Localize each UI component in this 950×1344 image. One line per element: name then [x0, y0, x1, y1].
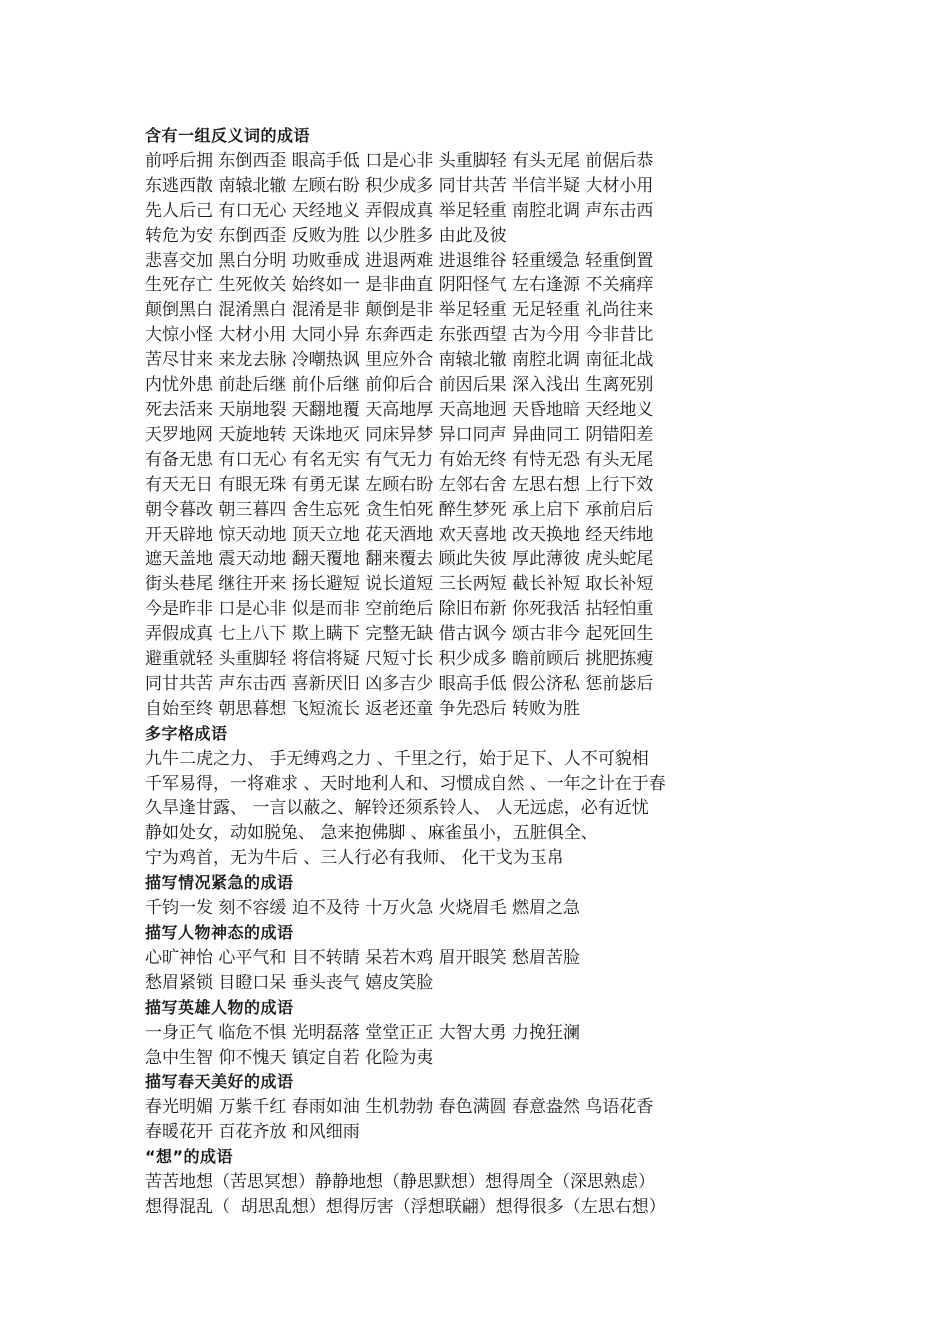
idiom-line: 朝令暮改 朝三暮四 舍生忘死 贪生怕死 醉生梦死 承上启下 承前启后: [145, 499, 654, 520]
idiom-line: 苦苦地想（苦思冥想）静静地想（静思默想）想得周全（深思熟虑）: [145, 1172, 655, 1193]
idiom-line: 千钧一发 刻不容缓 迫不及待 十万火急 火烧眉毛 燃眉之急: [145, 898, 581, 919]
idiom-line: 春光明媚 万紫千红 春雨如油 生机勃勃 春色满圆 春意盎然 鸟语花香: [145, 1097, 654, 1118]
idiom-line: 自始至终 朝思暮想 飞短流长 返老还童 争先恐后 转败为胜: [145, 698, 581, 719]
idiom-line: 遮天盖地 震天动地 翻天覆地 翻来覆去 顾此失彼 厚此薄彼 虎头蛇尾: [145, 549, 654, 570]
idiom-line: 静如处女，动如脱兔、 急来抱佛脚 、麻雀虽小，五脏俱全、: [145, 823, 598, 844]
idiom-line: 有天无日 有眼无珠 有勇无谋 左顾右盼 左邻右舍 左思右想 上行下效: [145, 474, 654, 495]
idiom-line: 悲喜交加 黑白分明 功败垂成 进退两难 进退维谷 轻重缓急 轻重倒置: [145, 250, 654, 271]
idiom-line: 千军易得，一将难求 、天时地利人和、习惯成自然 、一年之计在于春: [145, 773, 666, 794]
idiom-line: 东逃西散 南辕北辙 左顾右盼 积少成多 同甘共苦 半信半疑 大材小用: [145, 175, 654, 196]
idiom-line: 苦尽甘来 来龙去脉 冷嘲热讽 里应外合 南辕北辙 南腔北调 南征北战: [145, 350, 654, 371]
idiom-line: 愁眉紧锁 目瞪口呆 垂头丧气 嬉皮笑脸: [145, 972, 434, 993]
idiom-line: 急中生智 仰不愧天 镇定自若 化险为夷: [145, 1047, 434, 1068]
section-heading: 描写情况紧急的成语: [145, 873, 294, 893]
idiom-line: 开天辟地 惊天动地 顶天立地 花天酒地 欢天喜地 改天换地 经天纬地: [145, 524, 654, 545]
idiom-line: 春暖花开 百花齐放 和风细雨: [145, 1122, 360, 1143]
idiom-line: 一身正气 临危不惧 光明磊落 堂堂正正 大智大勇 力挽狂澜: [145, 1022, 581, 1043]
idiom-line: 死去活来 天崩地裂 天翻地覆 天高地厚 天高地迥 天昏地暗 天经地义: [145, 399, 654, 420]
idiom-line: 宁为鸡首，无为牛后 、三人行必有我师、 化干戈为玉帛: [145, 848, 564, 869]
idiom-line: 久旱逢甘露、 一言以蔽之、解铃还须系铃人、 人无远虑，必有近忧: [145, 798, 649, 819]
idiom-line: 心旷神怡 心平气和 目不转睛 呆若木鸡 眉开眼笑 愁眉苦脸: [145, 947, 581, 968]
section-heading: 描写人物神态的成语: [145, 923, 294, 942]
idiom-line: 九牛二虎之力、 手无缚鸡之力 、千里之行，始于足下、人不可貌相: [145, 748, 649, 769]
idiom-line: 生死存亡 生死攸关 始终如一 是非曲直 阴阳怪气 左右逢源 不关痛痒: [145, 275, 654, 296]
idiom-line: 避重就轻 头重脚轻 将信将疑 尺短寸长 积少成多 瞻前顾后 挑肥拣瘦: [145, 649, 654, 670]
idiom-line: 有备无患 有口无心 有名无实 有气无力 有始无终 有恃无恐 有头无尾: [145, 449, 654, 470]
idiom-line: 先人后己 有口无心 天经地义 弄假成真 举足轻重 南腔北调 声东击西: [145, 200, 654, 221]
document-body: [145, 124, 905, 1220]
idiom-line: 大惊小怪 大材小用 大同小异 东奔西走 东张西望 古为今用 今非昔比: [145, 325, 654, 346]
idiom-line: 转危为安 东倒西歪 反败为胜 以少胜多 由此及彼: [145, 225, 507, 246]
section-heading: “想”的成语: [145, 1147, 234, 1167]
idiom-line: 想得混乱（ 胡思乱想）想得厉害（浮想联翩）想得很多（左思右想）: [145, 1196, 666, 1217]
section-heading: 多字格成语: [145, 723, 228, 743]
idiom-line: 天罗地网 天旋地转 天诛地灭 同床异梦 异口同声 异曲同工 阴错阳差: [145, 424, 654, 445]
idiom-line: 弄假成真 七上八下 欺上瞒下 完整无缺 借古讽今 颂古非今 起死回生: [145, 624, 654, 645]
idiom-line: 街头巷尾 继往开来 扬长避短 说长道短 三长两短 截长补短 取长补短: [145, 574, 654, 595]
idiom-line: 同甘共苦 声东击西 喜新厌旧 凶多吉少 眼高手低 假公济私 惩前毖后: [145, 673, 654, 694]
idiom-line: 颠倒黑白 混淆黑白 混淆是非 颠倒是非 举足轻重 无足轻重 礼尚往来: [145, 300, 654, 321]
idiom-line: 前呼后拥 东倒西歪 眼高手低 口是心非 头重脚轻 有头无尾 前倨后恭: [145, 150, 654, 171]
idiom-line: 内忧外患 前赴后继 前仆后继 前仰后合 前因后果 深入浅出 生离死别: [145, 375, 654, 396]
section-heading: 描写春天美好的成语: [145, 1072, 294, 1092]
section-heading: 含有一组反义词的成语: [145, 126, 311, 145]
section-heading: 描写英雄人物的成语: [145, 997, 294, 1017]
idiom-line: 今是昨非 口是心非 似是而非 空前绝后 除旧布新 你死我活 拈轻怕重: [145, 599, 654, 620]
